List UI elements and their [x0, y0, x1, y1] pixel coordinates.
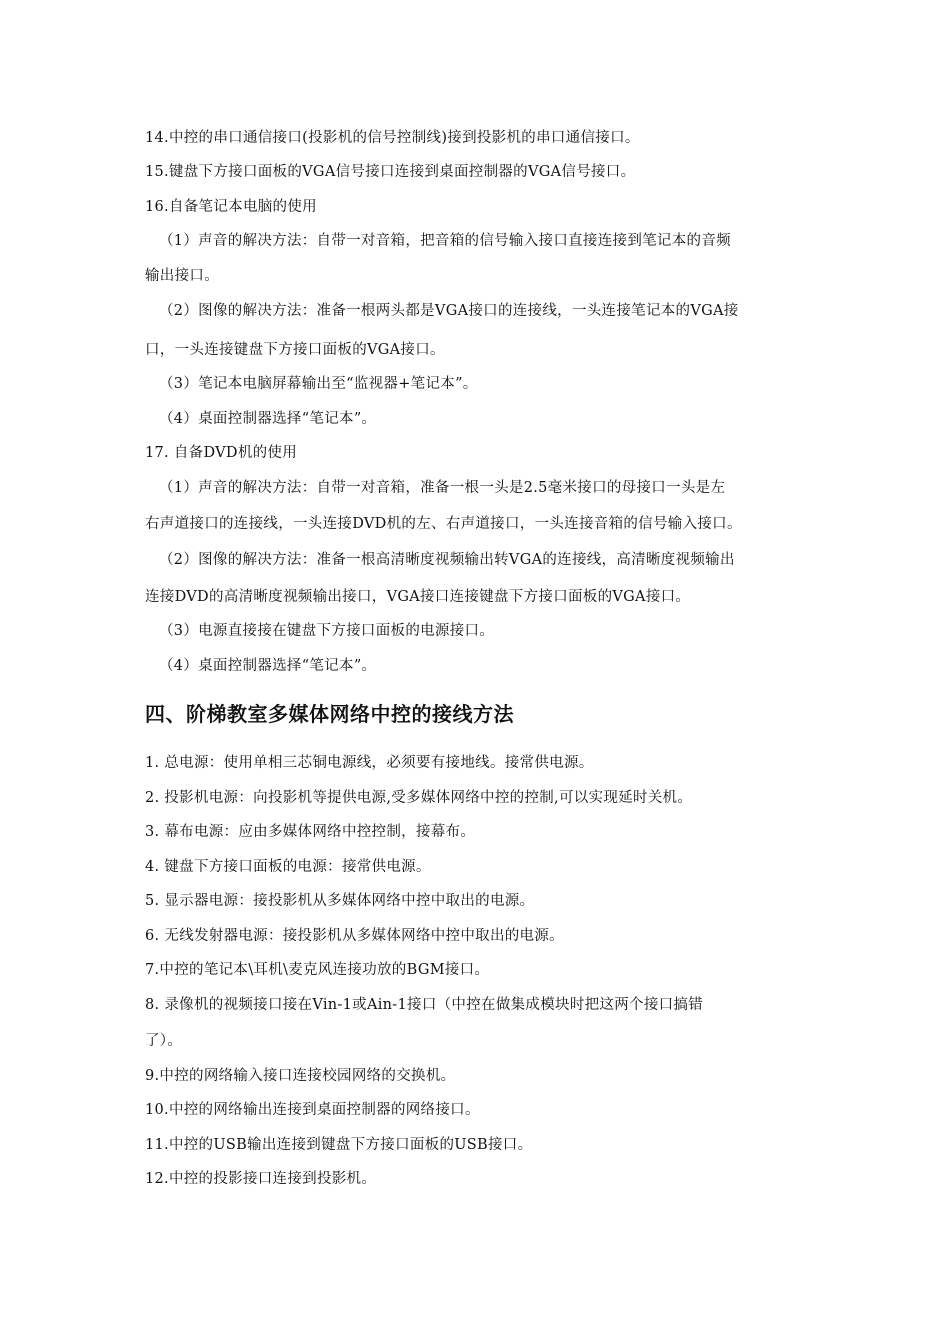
item-16-sub-1: （1）声音的解决方法：自带一对音箱，把音箱的信号输入接口直接连接到笔记本的音频: [159, 233, 731, 249]
item-16-sub-4: （4）桌面控制器选择“笔记本”。: [159, 411, 377, 427]
wiring-item-8-cont: 了）。: [145, 1033, 183, 1049]
item-16-sub-2-cont: 口，一头连接键盘下方接口面板的VGA接口。: [145, 342, 445, 358]
item-17-sub-3: （3）电源直接接在键盘下方接口面板的电源接口。: [159, 623, 495, 639]
item-17-sub-1: （1）声音的解决方法：自带一对音箱，准备一根一头是2.5毫米接口的母接口一头是左: [159, 480, 726, 496]
item-16-title: 16.自备笔记本电脑的使用: [145, 199, 317, 215]
item-14: 14.中控的串口通信接口(投影机的信号控制线)接到投影机的串口通信接口。: [145, 130, 640, 146]
wiring-item-2: 2. 投影机电源：向投影机等提供电源,受多媒体网络中控的控制,可以实现延时关机。: [145, 790, 693, 806]
item-17-sub-2-cont: 连接DVD的高清晰度视频输出接口，VGA接口连接键盘下方接口面板的VGA接口。: [145, 589, 691, 605]
item-17-sub-2: （2）图像的解决方法：准备一根高清晰度视频输出转VGA的连接线，高清晰度视频输出: [159, 552, 735, 568]
wiring-item-6: 6. 无线发射器电源：接投影机从多媒体网络中控中取出的电源。: [145, 928, 564, 944]
wiring-item-7: 7.中控的笔记本\耳机\麦克风连接功放的BGM接口。: [145, 962, 490, 978]
wiring-item-1: 1. 总电源：使用单相三芯铜电源线，必须要有接地线。接常供电源。: [145, 755, 594, 771]
item-17-title: 17. 自备DVD机的使用: [145, 445, 298, 461]
wiring-item-10: 10.中控的网络输出连接到桌面控制器的网络接口。: [145, 1102, 480, 1118]
wiring-item-12: 12.中控的投影接口连接到投影机。: [145, 1171, 377, 1187]
item-16-sub-3: （3）笔记本电脑屏幕输出至“监视器+笔记本”。: [159, 376, 478, 392]
item-17-sub-4: （4）桌面控制器选择“笔记本”。: [159, 658, 377, 674]
item-16-sub-2: （2）图像的解决方法：准备一根两头都是VGA接口的连接线，一头连接笔记本的VGA接: [159, 303, 739, 319]
item-15: 15.键盘下方接口面板的VGA信号接口连接到桌面控制器的VGA信号接口。: [145, 164, 636, 180]
wiring-item-9: 9.中控的网络输入接口连接校园网络的交换机。: [145, 1068, 456, 1084]
wiring-item-5: 5. 显示器电源：接投影机从多媒体网络中控中取出的电源。: [145, 893, 535, 909]
item-16-sub-1-cont: 输出接口。: [145, 268, 219, 284]
item-17-sub-1-cont: 右声道接口的连接线，一头连接DVD机的左、右声道接口，一头连接音箱的信号输入接口。: [145, 516, 742, 532]
section-heading: 四、阶梯教室多媒体网络中控的接线方法: [145, 702, 514, 726]
wiring-item-8: 8. 录像机的视频接口接在Vin-1或Ain-1接口（中控在做集成模块时把这两个接口搞错: [145, 997, 704, 1013]
wiring-item-11: 11.中控的USB输出连接到键盘下方接口面板的USB接口。: [145, 1137, 533, 1153]
wiring-item-4: 4. 键盘下方接口面板的电源：接常供电源。: [145, 859, 431, 875]
wiring-item-3: 3. 幕布电源：应由多媒体网络中控控制，接幕布。: [145, 824, 476, 840]
